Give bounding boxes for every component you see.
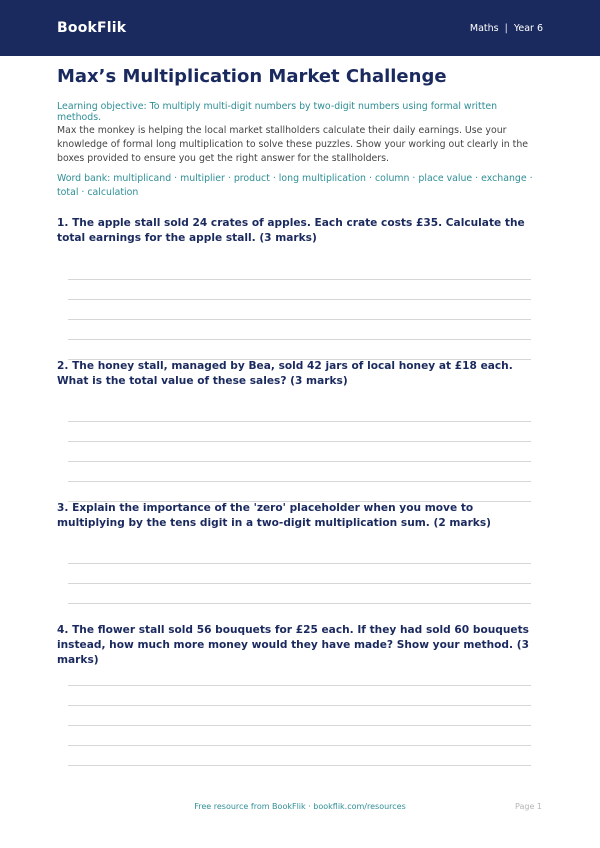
page-header: [0, 0, 600, 56]
footer-credit-link[interactable]: Free resource from BookFlik · bookflik.com/resources: [194, 802, 406, 811]
answer-line[interactable]: [68, 705, 531, 706]
answer-line[interactable]: [68, 563, 531, 564]
subject-year-meta: [470, 23, 543, 34]
question-4: 4. The flower stall sold 56 bouquets for £25 each. If they had sold 60 bouquets instead, how much more money would they have made? Show your method. (3 marks): [57, 624, 529, 666]
answer-line[interactable]: [68, 461, 531, 462]
brand-logo: BookFlik: [57, 20, 127, 36]
answer-line[interactable]: [68, 583, 531, 584]
page-number: Page 1: [515, 802, 542, 811]
question-2: 2. The honey stall, managed by Bea, sold 42 jars of local honey at £18 each. What is the total value of these sales? (3 marks): [57, 360, 513, 387]
answer-line[interactable]: [68, 765, 531, 766]
year-label: Year 6: [513, 22, 543, 34]
intro-paragraph: Max the monkey is helping the local market stallholders calculate their daily earnings. Use your knowledge of formal long multiplication to solve these puzzles. Show your working out clearly in the boxes provided to ensure you get the right answer for the stallholders.: [57, 125, 529, 164]
answer-line[interactable]: [68, 685, 531, 686]
answer-line[interactable]: [68, 481, 531, 482]
answer-line[interactable]: [68, 725, 531, 726]
answer-line[interactable]: [68, 603, 531, 604]
question-1: 1. The apple stall sold 24 crates of apples. Each crate costs £35. Calculate the total earnings for the apple stall. (3 marks): [57, 217, 525, 244]
worksheet-title: Max’s Multiplication Market Challenge: [57, 66, 447, 87]
answer-line[interactable]: [68, 319, 531, 320]
question-3: 3. Explain the importance of the 'zero' placeholder when you move to multiplying by the tens digit in a two-digit multiplication sum. (2 marks): [57, 502, 491, 529]
answer-line[interactable]: [68, 441, 531, 442]
answer-line[interactable]: [68, 279, 531, 280]
learning-objective: Learning objective: To multiply multi-digit numbers by two-digit numbers using formal written methods.: [57, 101, 498, 123]
word-bank: Word bank: multiplicand · multiplier · product · long multiplication · column · place value · exchange · total · calculation: [57, 173, 533, 198]
answer-line[interactable]: [68, 339, 531, 340]
answer-line[interactable]: [68, 299, 531, 300]
subject-label: Maths: [469, 22, 499, 34]
meta-separator: |: [504, 22, 508, 34]
answer-line[interactable]: [68, 745, 531, 746]
answer-line[interactable]: [68, 421, 531, 422]
